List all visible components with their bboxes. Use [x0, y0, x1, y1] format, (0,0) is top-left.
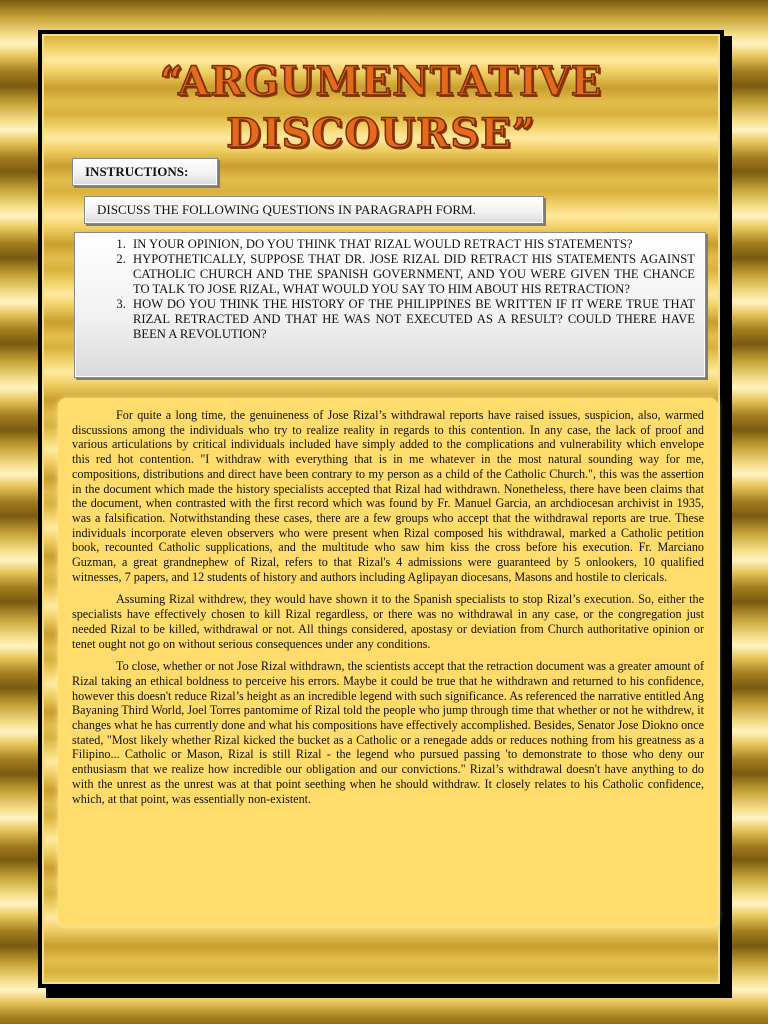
- instructions-label: INSTRUCTIONS:: [72, 158, 218, 186]
- document-title-line-2: DISCOURSE”: [226, 110, 536, 157]
- question-item: 1. IN YOUR OPINION, DO YOU THINK THAT RIZAL WOULD RETRACT HIS STATEMENTS?: [129, 237, 695, 252]
- essay-paragraph-3: To close, whether or not Jose Rizal withdrawn, the scientists accept that the retraction document was a greater amount of Rizal taking an ethical boldness to perceive his errors. Maybe it could be true that he withdrawn and returned to his confidence, however this doesn't reduce Rizal’s height as an incredible legend with such significance. As referenced the narrative entitled Ang Bayaning Third World, Joel Torres pantomime of Rizal told the people who jump through time that whether or not he withdrew, it changes what he has currently done and what his compositions have effectively accomplished. Besides, Senator Jose Diokno once stated, "Most likely whether Rizal kicked the bucket as a Catholic or a renegade adds or reduces nothing from his greatness as a Filipino... Catholic or Mason, Rizal is still Rizal - the legend who pursued passing 'to demonstrate to those who deny our enthusiasm that we realize how incredible our obligation and our convictions." Rizal’s withdrawal doesn't have anything to do with the unrest as the unrest was at that point seething when he should withdraw. It closely relates to his Catholic confidence, which, at that point, was essentially non-existent.: [72, 659, 704, 806]
- document-page: [42, 34, 720, 984]
- questions-list: [75, 237, 695, 342]
- essay-paragraph-2: Assuming Rizal withdrew, they would have shown it to the Spanish specialists to stop Rizal’s execution. So, either the specialists have effectively chosen to kill Rizal regardless, or there was no withdrawal in any case, or the congregation just needed Rizal to be killed, withdrawal or not. All things considered, apostasy or deviation from Church authoritative opinion or tenet ought not go on without serious consequences under any conditions.: [72, 592, 704, 651]
- document-title-line-1: “ARGUMENTATIVE: [159, 58, 603, 105]
- questions-box: [74, 232, 706, 378]
- document-frame: [38, 30, 724, 988]
- essay-body: [58, 398, 718, 926]
- question-item: 2. HYPOTHETICALLY, SUPPOSE THAT DR. JOSE RIZAL DID RETRACT HIS STATEMENTS AGAINST CATHOLIC CHURCH AND THE SPANISH GOVERNMENT, AND YOU WERE GIVEN THE CHANCE TO TALK TO JOSE RIZAL, WHAT WOULD YOU SAY TO HIM ABOUT HIS RETRACTION?: [129, 252, 695, 297]
- question-item: 3. HOW DO YOU THINK THE HISTORY OF THE PHILIPPINES BE WRITTEN IF IT WERE TRUE THAT RIZAL RETRACTED AND THAT HE WAS NOT EXECUTED AS A RESULT? COULD THERE HAVE BEEN A REVOLUTION?: [129, 297, 695, 342]
- essay-paragraph-1: For quite a long time, the genuineness of Jose Rizal’s withdrawal reports have raised issues, suspicion, also, warmed discussions among the individuals who try to realize reality in regards to this contention. In any case, the lack of proof and various articulations by critical individuals included have simply added to the complications and vulnerability which envelope this red hot contention. "I withdraw with everything that is in me whatever in the most natural sounding way for me, compositions, distributions and direct have been contrary to my person as a child of the Catholic Church.", this was the assertion in the document which made the history specialists accepted that Rizal had withdrawn. Nonetheless, there have been claims that the document, when contrasted with the first record which was found by Fr. Manuel Garcia, an archdiocesan archivist in 1935, was a falsification. Notwithstanding these cases, there are a few groups who accept that the withdrawal reports are true. These individuals incorporate eleven observers who were present when Rizal composed his withdrawal, marked a Catholic petition book, recounted Catholic supplications, and the multitude who saw him kiss the cross before his execution. Fr. Marciano Guzman, a great grandnephew of Rizal, refers to that Rizal's 4 admissions were guaranteed by 5 onlookers, 10 qualified witnesses, 7 papers, and 12 students of history and authors including Aglipayan diocesans, Masons and hostile to clericals.: [72, 408, 704, 584]
- discuss-prompt: DISCUSS THE FOLLOWING QUESTIONS IN PARAGRAPH FORM.: [84, 196, 544, 224]
